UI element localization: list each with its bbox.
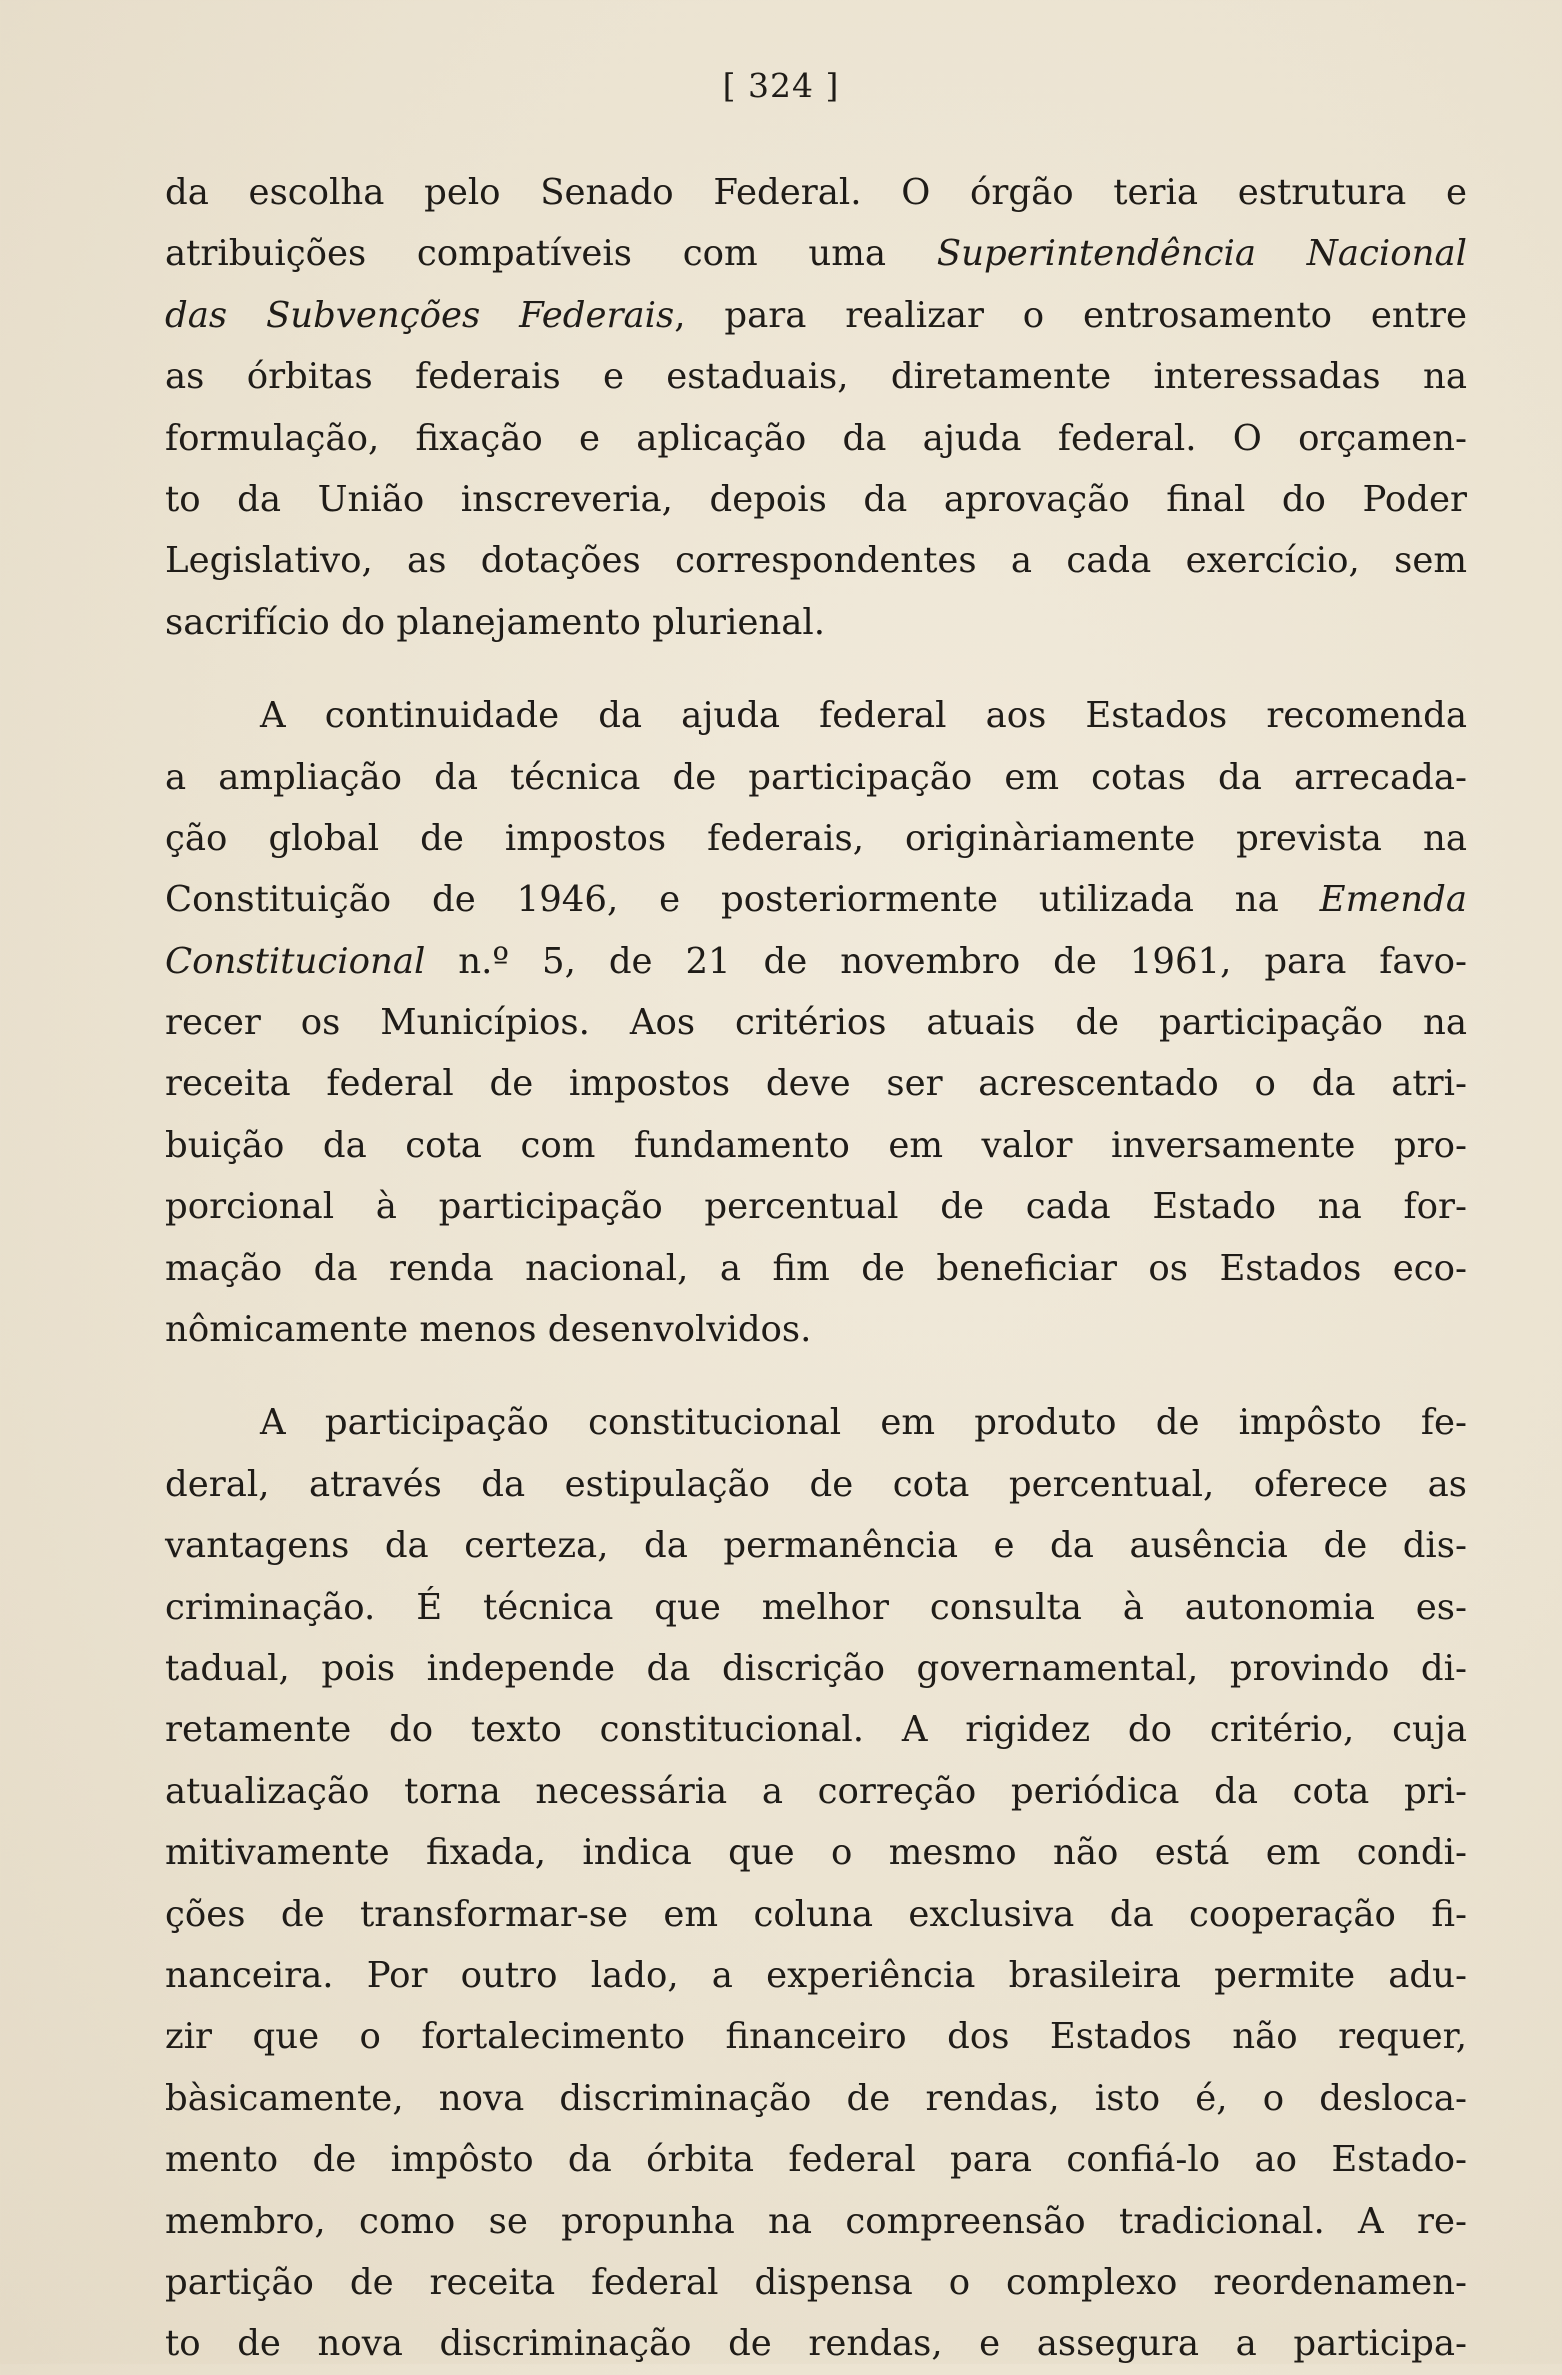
text-line: receita federal de impostos deve ser acrescentado o da atri- xyxy=(165,1063,1467,1105)
text-line: to da União inscreveria, depois da aprovação final do Poder xyxy=(165,478,1467,520)
text-line: recer os Municípios. Aos critérios atuais de participação na xyxy=(165,1002,1467,1044)
text-line: ção global de impostos federais, originàriamente prevista na xyxy=(165,817,1467,859)
text-line: Constitucional n.º 5, de 21 de novembro de 1961, para favo- xyxy=(165,940,1467,982)
text-line: mação da renda nacional, a fim de beneficiar os Estados eco- xyxy=(165,1247,1467,1289)
text-line: deral, através da estipulação de cota percentual, oferece as xyxy=(165,1463,1467,1505)
text-line: zir que o fortalecimento financeiro dos Estados não requer, xyxy=(165,2016,1467,2058)
italic-phrase: das Subvenções Federais xyxy=(165,294,675,336)
text-line: nanceira. Por outro lado, a experiência brasileira permite adu- xyxy=(165,1954,1467,1996)
body-text xyxy=(165,162,1467,2375)
italic-phrase: Emenda xyxy=(1319,879,1467,921)
paragraph-gap xyxy=(165,1360,1467,1392)
text-line xyxy=(165,223,1467,284)
page-number: [ 324 ] xyxy=(722,66,840,105)
text-line: buição da cota com fundamento em valor inversamente pro- xyxy=(165,1124,1467,1166)
text-line: a ampliação da técnica de participação em cotas da arrecada- xyxy=(165,756,1467,798)
text-line: partição de receita federal dispensa o complexo reordenamen- xyxy=(165,2261,1467,2303)
text-line: A continuidade da ajuda federal aos Estados recomenda xyxy=(260,695,1467,737)
text-line: retamente do texto constitucional. A rigidez do critério, cuja xyxy=(165,1709,1467,1751)
text-line: tadual, pois independe da discrição governamental, provindo di- xyxy=(165,1647,1467,1689)
text-line: to de nova discriminação de rendas, e assegura a participa- xyxy=(165,2323,1467,2365)
paragraph xyxy=(165,685,1467,1360)
text-line: sacrifício do planejamento plurienal. xyxy=(165,601,826,643)
text-line: Constituição de 1946, e posteriormente utilizada na Emenda xyxy=(165,879,1467,921)
text-line: membro, como se propunha na compreensão tradicional. A re- xyxy=(165,2200,1467,2242)
text-line: vantagens da certeza, da permanência e da ausência de dis- xyxy=(165,1525,1467,1567)
text-line: Legislativo, as dotações correspondentes a cada exercício, sem xyxy=(165,540,1467,582)
text-line: das Subvenções Federais, para realizar o entrosamento entre xyxy=(165,294,1467,336)
text-line: bàsicamente, nova discriminação de rendas, isto é, o desloca- xyxy=(165,2077,1467,2119)
paragraph xyxy=(165,162,1467,653)
text-line: A participação constitucional em produto de impôsto fe- xyxy=(260,1402,1467,1444)
text-line: formulação, fixação e aplicação da ajuda federal. O orçamen- xyxy=(165,417,1467,459)
text-line: atualização torna necessária a correção periódica da cota pri- xyxy=(165,1770,1467,1812)
text-line: nômicamente menos desenvolvidos. xyxy=(165,1309,812,1351)
text-line: mitivamente fixada, indica que o mesmo não está em condi- xyxy=(165,1832,1467,1874)
italic-phrase: Constitucional xyxy=(165,940,426,982)
text-line: as órbitas federais e estaduais, diretamente interessadas na xyxy=(165,356,1467,398)
text-line-content: atribuições compatíveis com uma Superintendência Nacional xyxy=(165,233,1467,275)
paragraph xyxy=(165,1392,1467,2374)
text-line: porcional à participação percentual de cada Estado na for- xyxy=(165,1186,1467,1228)
italic-phrase: Superintendência Nacional xyxy=(936,233,1467,275)
text-line: mento de impôsto da órbita federal para confiá-lo ao Estado- xyxy=(165,2139,1467,2181)
paragraph-gap xyxy=(165,653,1467,685)
text-line: criminação. É técnica que melhor consulta à autonomia es- xyxy=(165,1586,1467,1628)
text-line: da escolha pelo Senado Federal. O órgão teria estrutura e xyxy=(165,172,1467,213)
text-line: ções de transformar-se em coluna exclusiva da cooperação fi- xyxy=(165,1893,1467,1935)
